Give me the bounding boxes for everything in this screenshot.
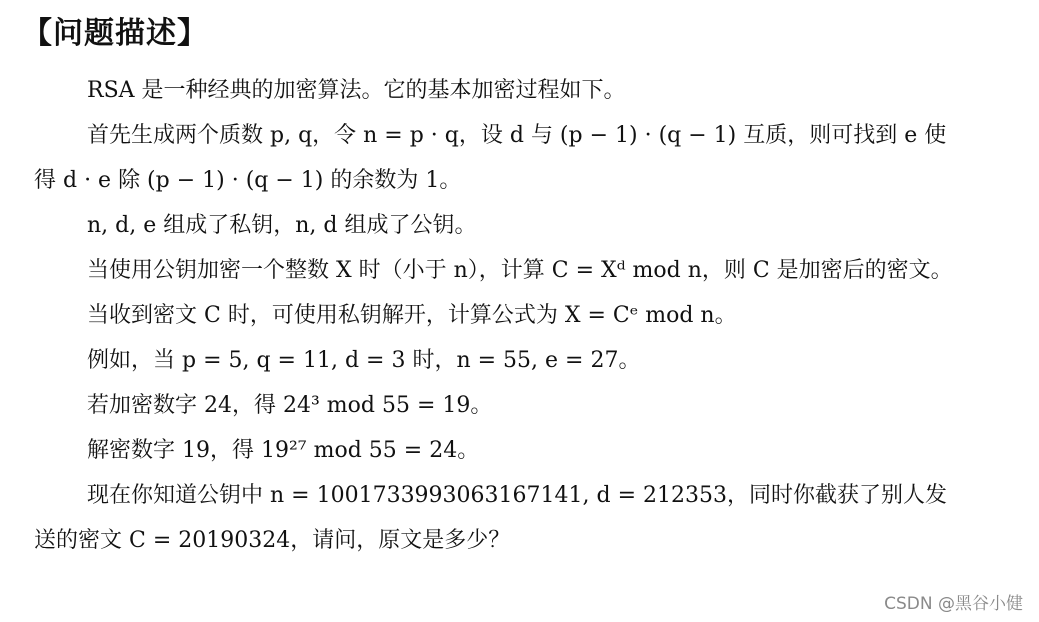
paragraph-encrypt-example: 若加密数字 24，得 24³ mod 55 = 19。 xyxy=(87,393,493,418)
paragraph-example: 例如，当 p = 5, q = 11, d = 3 时，n = 55, e = 27。 xyxy=(87,348,641,373)
paragraph-key-composition: n, d, e 组成了私钥，n, d 组成了公钥。 xyxy=(87,213,477,238)
paragraph-key-generation: 首先生成两个质数 p, q，令 n = p · q，设 d 与 (p − 1) · (q − 1) 互质，则可找到 e 使得 d · e 除 (p − 1) · (q − 1) 的余数为 1。 xyxy=(34,123,947,193)
problem-body xyxy=(34,68,959,563)
paragraph-decryption: 当收到密文 C 时，可使用私钥解开，计算公式为 X = Cᵉ mod n。 xyxy=(87,303,737,328)
paragraph-rsa-intro: RSA 是一种经典的加密算法。它的基本加密过程如下。 xyxy=(87,78,626,103)
problem-heading: 【问题描述】 xyxy=(22,16,208,51)
csdn-watermark: CSDN @黑谷小健 xyxy=(884,594,1023,614)
paragraph-decrypt-example: 解密数字 19，得 19²⁷ mod 55 = 24。 xyxy=(87,438,480,463)
paragraph-question: 现在你知道公钥中 n = 1001733993063167141, d = 212353，同时你截获了别人发送的密文 C = 20190324，请问，原文是多少？ xyxy=(34,483,947,553)
paragraph-encryption: 当使用公钥加密一个整数 X 时（小于 n），计算 C = Xᵈ mod n，则 C 是加密后的密文。 xyxy=(87,258,953,283)
